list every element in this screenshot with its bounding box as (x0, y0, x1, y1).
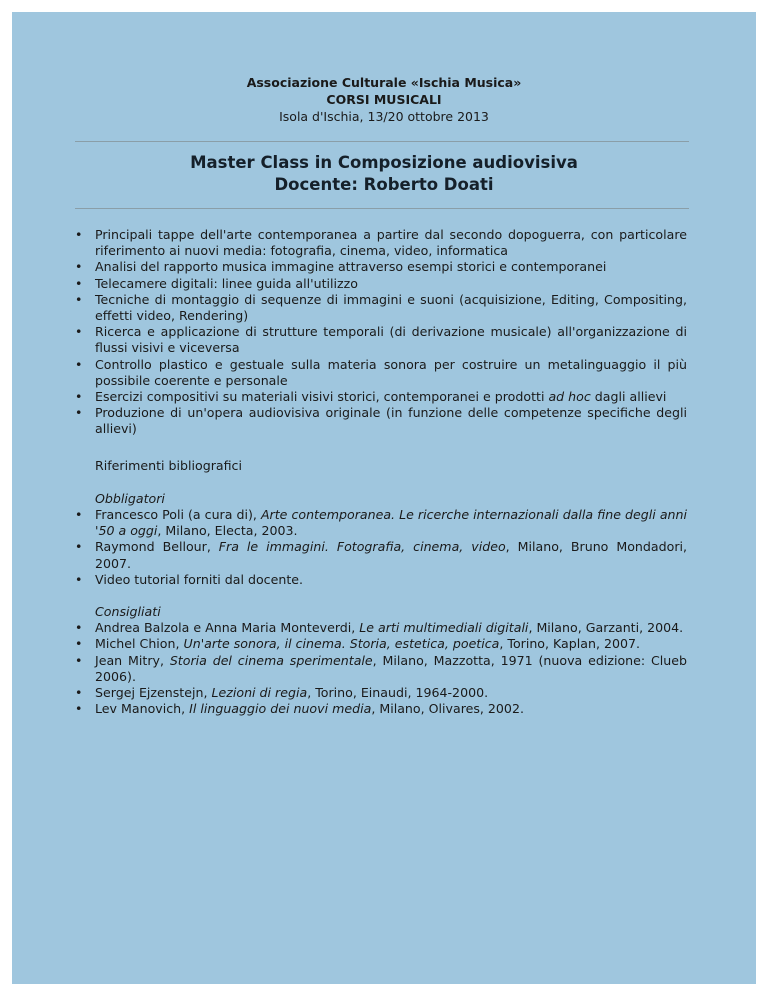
place-date: Isola d'Ischia, 13/20 ottobre 2013 (279, 109, 489, 124)
course-title: Master Class in Composizione audiovisiva (190, 153, 578, 172)
list-item: • Tecniche di montaggio di sequenze di immagini e suoni (acquisizione, Editing, Compositing, effetti video, Rendering) (75, 292, 687, 324)
suggested-list (75, 620, 687, 717)
list-item: • Controllo plastico e gestuale sulla materia sonora per costruire un metalinguaggio il più possibile coerente e personale (75, 357, 687, 389)
teacher-name: Docente: Roberto Doati (274, 175, 494, 194)
list-item: • Video tutorial forniti dal docente. (75, 572, 687, 588)
page (12, 12, 756, 984)
header (12, 74, 756, 125)
list-item: • Francesco Poli (a cura di), Arte contemporanea. Le ricerche internazionali dalla fine degli anni '50 a oggi, Milano, Electa, 2003. (75, 507, 687, 539)
list-item: • Jean Mitry, Storia del cinema sperimentale, Milano, Mazzotta, 1971 (nuova edizione: Clueb 2006). (75, 653, 687, 685)
association-name: Associazione Culturale «Ischia Musica» (246, 75, 522, 90)
list-item: • Raymond Bellour, Fra le immagini. Fotografia, cinema, video, Milano, Bruno Mondadori, 2007. (75, 539, 687, 571)
list-item: • Produzione di un'opera audiovisiva originale (in funzione delle competenze specifiche degli allievi) (75, 405, 687, 437)
top-divider (75, 141, 689, 142)
list-item: • Michel Chion, Un'arte sonora, il cinema. Storia, estetica, poetica, Torino, Kaplan, 2007. (75, 636, 687, 652)
list-item: • Principali tappe dell'arte contemporanea a partire dal secondo dopoguerra, con particolare riferimento ai nuovi media: fotografia, cinema, video, informatica (75, 227, 687, 259)
list-item: • Ricerca e applicazione di strutture temporali (di derivazione musicale) all'organizzazione di flussi visivi e viceversa (75, 324, 687, 356)
courses-title: CORSI MUSICALI (326, 92, 442, 107)
list-item: • Andrea Balzola e Anna Maria Monteverdi, Le arti multimediali digitali, Milano, Garzanti, 2004. (75, 620, 687, 636)
required-label: Obbligatori (95, 490, 165, 506)
program-list (75, 227, 687, 438)
list-item: • Analisi del rapporto musica immagine attraverso esempi storici e contemporanei (75, 259, 687, 275)
content (75, 227, 687, 717)
suggested-label: Consigliati (95, 604, 161, 620)
bibliography-heading: Riferimenti bibliografici (95, 457, 242, 473)
list-item: • Sergej Ejzenstejn, Lezioni di regia, Torino, Einaudi, 1964-2000. (75, 685, 687, 701)
list-item: • Esercizi compositivi su materiali visivi storici, contemporanei e prodotti ad hoc dagli allievi (75, 389, 687, 405)
required-list (75, 507, 687, 588)
list-item: • Telecamere digitali: linee guida all'utilizzo (75, 276, 687, 292)
list-item: • Lev Manovich, Il linguaggio dei nuovi media, Milano, Olivares, 2002. (75, 701, 687, 717)
title-block (12, 152, 756, 196)
bottom-divider (75, 208, 689, 209)
